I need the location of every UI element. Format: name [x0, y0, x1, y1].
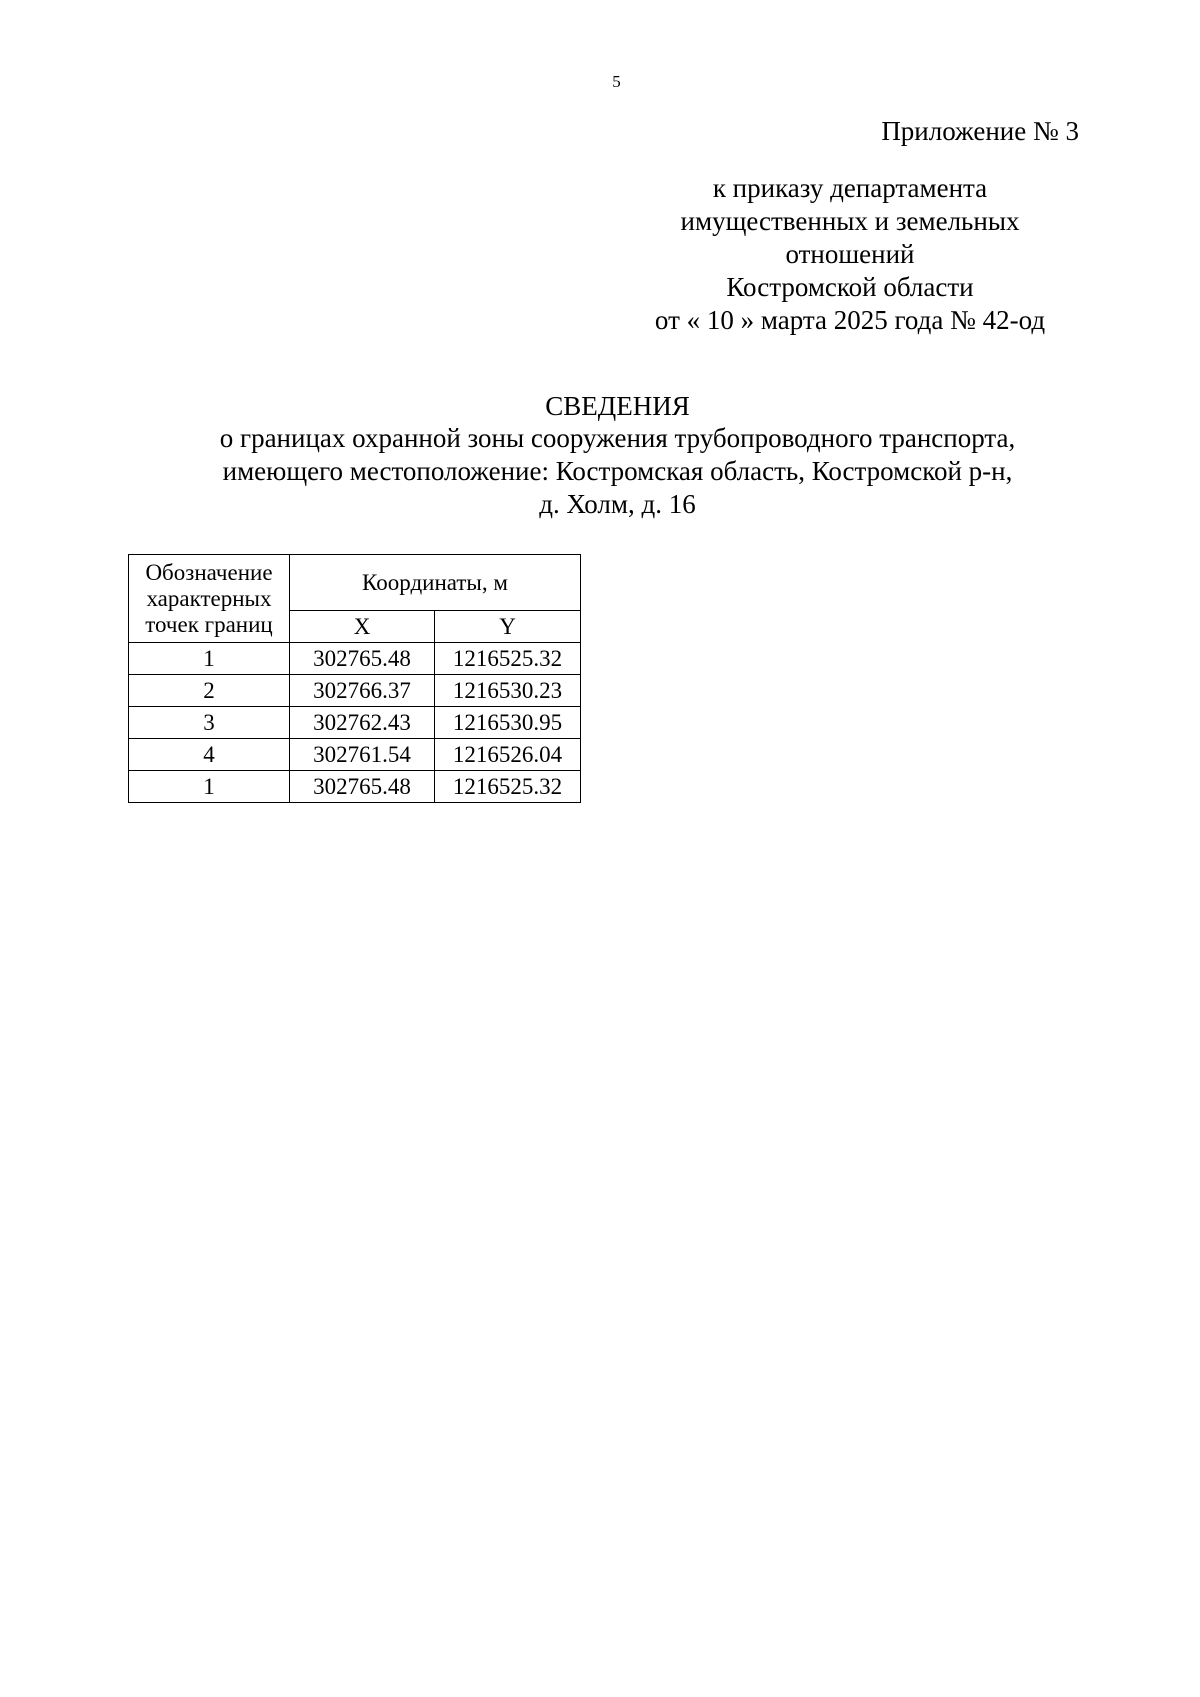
- header-point-line: точек границ: [145, 612, 273, 637]
- coordinates-table: [128, 554, 581, 803]
- table-row: [129, 771, 581, 803]
- header-y: Y: [435, 611, 581, 643]
- cell-x: 302765.48: [290, 643, 435, 675]
- order-reference-line: имущественных и земельных: [680, 206, 1020, 236]
- order-reference-line: к приказу департамента: [712, 173, 988, 203]
- heading-block: [90, 390, 1145, 521]
- document-subheading: [90, 422, 1145, 521]
- cell-y: 1216526.04: [435, 739, 581, 771]
- cell-point: 1: [129, 643, 290, 675]
- header-coordinates: Координаты, м: [290, 555, 581, 611]
- table-row: [129, 707, 581, 739]
- subheading-line: д. Холм, д. 16: [539, 489, 696, 519]
- page-number: 5: [612, 72, 621, 91]
- header-x: X: [290, 611, 435, 643]
- order-reference-line: от « 10 » марта 2025 года № 42-од: [654, 305, 1046, 335]
- cell-point: 4: [129, 739, 290, 771]
- cell-x: 302766.37: [290, 675, 435, 707]
- cell-x: 302765.48: [290, 771, 435, 803]
- cell-y: 1216525.32: [435, 771, 581, 803]
- cell-y: 1216525.32: [435, 643, 581, 675]
- subheading-line: имеющего местоположение: Костромская область, Костромской р-н,: [222, 456, 1013, 486]
- cell-point: 2: [129, 675, 290, 707]
- cell-y: 1216530.95: [435, 707, 581, 739]
- table-header-row: [129, 555, 581, 611]
- document-heading: СВЕДЕНИЯ: [545, 391, 690, 421]
- cell-x: 302762.43: [290, 707, 435, 739]
- order-reference-line: отношений: [785, 239, 915, 269]
- table-row: [129, 739, 581, 771]
- cell-x: 302761.54: [290, 739, 435, 771]
- header-point-designation: [129, 555, 290, 643]
- appendix-title: Приложение № 3: [881, 116, 1079, 146]
- subheading-line: о границах охранной зоны сооружения трубопроводного транспорта,: [219, 423, 1016, 453]
- cell-y: 1216530.23: [435, 675, 581, 707]
- table-row: [129, 643, 581, 675]
- table-row: [129, 675, 581, 707]
- header-point-line: Обозначение: [145, 560, 273, 585]
- cell-point: 3: [129, 707, 290, 739]
- cell-point: 1: [129, 771, 290, 803]
- order-reference-line: Костромской области: [726, 272, 974, 302]
- order-reference: [600, 172, 1100, 337]
- header-point-line: характерных: [146, 586, 272, 611]
